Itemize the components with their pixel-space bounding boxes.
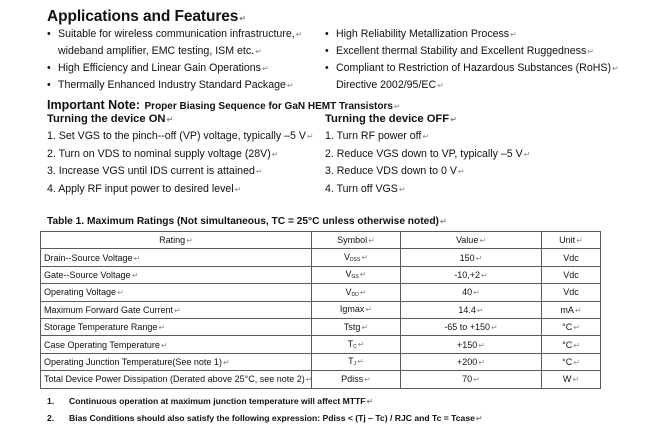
cell-rating: Maximum Forward Gate Current↵ bbox=[41, 301, 312, 318]
cell-symbol: $V_{DSS}↵$ bbox=[312, 249, 401, 266]
cell-value: +200↵ bbox=[401, 353, 542, 370]
list-item: 2. Reduce VGS down to VP, typically –5 V↵ bbox=[325, 147, 531, 160]
cell-value: 40↵ bbox=[401, 284, 542, 301]
header-unit: Unit↵ bbox=[542, 232, 601, 249]
table-row bbox=[41, 266, 601, 283]
table-row bbox=[41, 284, 601, 301]
list-item: • High Efficiency and Linear Gain Operations↵ bbox=[47, 62, 269, 74]
list-item: 1. Set VGS to the pinch--off (VP) voltage, typically –5 V↵ bbox=[47, 130, 314, 142]
features-left-list bbox=[47, 26, 302, 94]
cell-unit: Vdc bbox=[542, 266, 601, 283]
cell-unit: °C↵ bbox=[542, 318, 601, 335]
cell-symbol: $T_C↵$ bbox=[312, 336, 401, 353]
list-item: 2. Turn on VDS to nominal supply voltage (28V)↵ bbox=[47, 147, 279, 160]
cell-symbol: Igmax↵ bbox=[312, 301, 401, 318]
cell-symbol: Tstg↵ bbox=[312, 318, 401, 335]
list-item: • Thermally Enhanced Industry Standard Package↵ bbox=[47, 79, 294, 91]
cell-unit: °C↵ bbox=[542, 336, 601, 353]
list-item: 1. Turn RF power off↵ bbox=[325, 130, 430, 142]
cell-rating: Total Device Power Dissipation (Derated above 25°C, see note 2)↵ bbox=[41, 371, 312, 388]
turn-on-steps bbox=[47, 128, 314, 198]
table-caption: Table 1. Maximum Ratings (Not simultaneous, TC = 25°C unless otherwise noted)↵ bbox=[47, 216, 447, 227]
list-item: 3. Reduce VDS down to 0 V↵ bbox=[325, 165, 465, 177]
cell-symbol: $V_{DD}↵$ bbox=[312, 284, 401, 301]
table-row bbox=[41, 353, 601, 370]
footnote-2: 2. Bias Conditions should also satisfy the following expression: Pdiss < (Tj – Tc) / RJC and Tc = Tcase↵ bbox=[47, 413, 483, 423]
table-row bbox=[41, 336, 601, 353]
cell-rating: Drain--Source Voltage↵ bbox=[41, 249, 312, 266]
table-row bbox=[41, 371, 601, 388]
cell-rating: Case Operating Temperature↵ bbox=[41, 336, 312, 353]
cell-unit: °C↵ bbox=[542, 353, 601, 370]
list-item: • Suitable for wireless communication infrastructure,↵ bbox=[47, 28, 303, 40]
table-row bbox=[41, 301, 601, 318]
list-item: • Compliant to Restriction of Hazardous Substances (RoHS)↵ bbox=[325, 62, 619, 74]
cell-value: 150↵ bbox=[401, 249, 542, 266]
header-value: Value↵ bbox=[401, 232, 542, 249]
footnote-1: 1. Continuous operation at maximum junction temperature will affect MTTF↵ bbox=[47, 396, 374, 406]
cell-unit: mA↵ bbox=[542, 301, 601, 318]
cell-symbol: $V_{GS}↵$ bbox=[312, 266, 401, 283]
maximum-ratings-table bbox=[40, 231, 601, 389]
cell-unit: W↵ bbox=[542, 371, 601, 388]
list-item: • High Reliability Metallization Process↵ bbox=[325, 28, 517, 40]
features-right-list bbox=[325, 26, 619, 94]
turn-on-heading: Turning the device ON↵ bbox=[47, 113, 174, 125]
cell-rating: Storage Temperature Range↵ bbox=[41, 318, 312, 335]
cell-value: -10,+2↵ bbox=[401, 266, 542, 283]
cell-unit: Vdc bbox=[542, 249, 601, 266]
table-row bbox=[41, 318, 601, 335]
cell-value: 70↵ bbox=[401, 371, 542, 388]
list-item-continuation: Directive 2002/95/EC↵ bbox=[336, 79, 444, 91]
cell-value: -65 to +150↵ bbox=[401, 318, 542, 335]
list-item: 4. Apply RF input power to desired level↵ bbox=[47, 182, 242, 195]
list-item: 4. Turn off VGS↵ bbox=[325, 182, 406, 195]
table-header-row bbox=[41, 232, 601, 249]
header-rating: Rating↵ bbox=[41, 232, 312, 249]
cell-symbol: Pdiss↵ bbox=[312, 371, 401, 388]
list-item-continuation: wideband amplifier, EMC testing, ISM etc.↵ bbox=[58, 45, 262, 57]
cell-symbol: $T_J↵$ bbox=[312, 353, 401, 370]
header-symbol: Symbol↵ bbox=[312, 232, 401, 249]
turn-off-steps bbox=[325, 128, 530, 198]
cell-rating: Gate--Source Voltage↵ bbox=[41, 266, 312, 283]
cell-value: 14.4↵ bbox=[401, 301, 542, 318]
table-row bbox=[41, 249, 601, 266]
list-item: • Excellent thermal Stability and Excellent Ruggedness↵ bbox=[325, 45, 594, 57]
list-item: 3. Increase VGS until IDS current is attained↵ bbox=[47, 165, 263, 177]
turn-off-heading: Turning the device OFF↵ bbox=[325, 113, 457, 125]
cell-rating: Operating Junction Temperature(See note 1)↵ bbox=[41, 353, 312, 370]
cell-unit: Vdc bbox=[542, 284, 601, 301]
section-title: Applications and Features↵ bbox=[47, 8, 246, 25]
important-note: Important Note: Proper Biasing Sequence for GaN HEMT Transistors↵ bbox=[47, 98, 401, 112]
cell-value: +150↵ bbox=[401, 336, 542, 353]
cell-rating: Operating Voltage↵ bbox=[41, 284, 312, 301]
